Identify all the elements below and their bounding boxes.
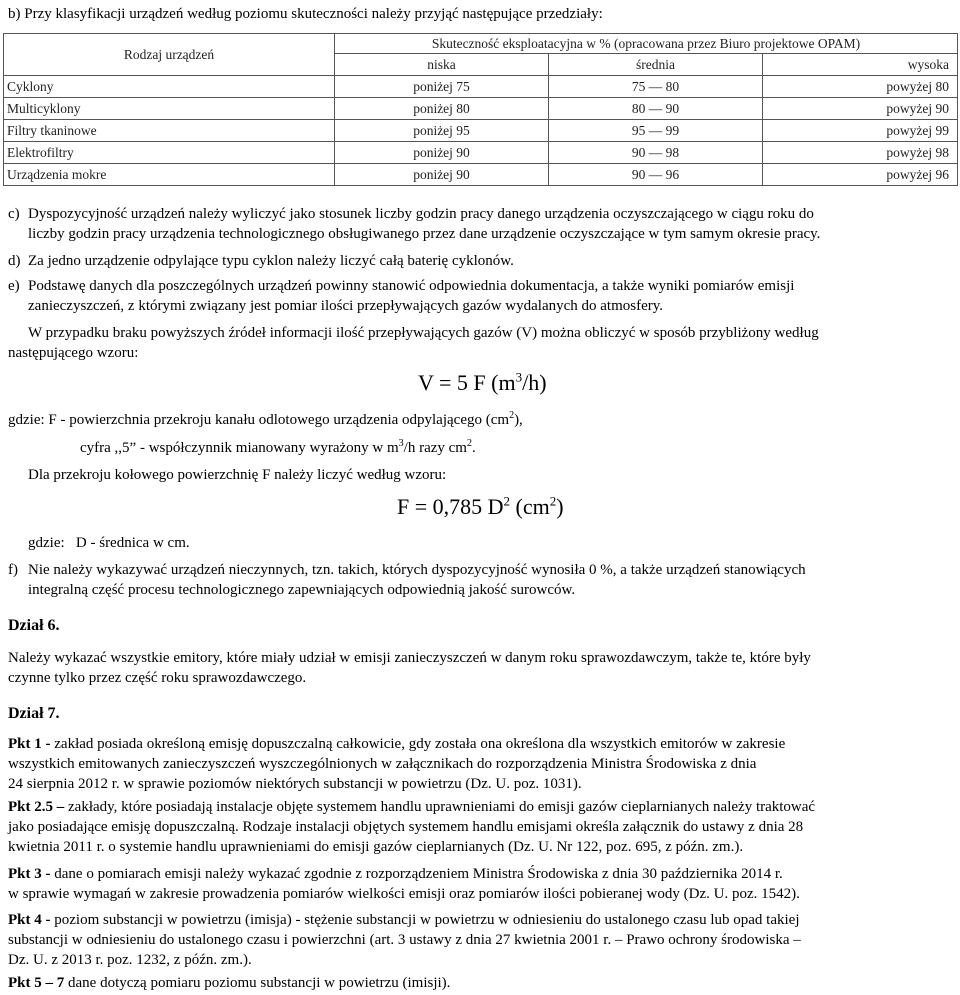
section-f-label: f) [8, 562, 18, 578]
section-f-line1: Nie należy wykazywać urządzeń nieczynnych, tzn. takich, których dyspozycyjność wynosiła 0 %, a także urządzeń stanowiących [28, 562, 806, 578]
section-e-p2-line2: następującego wzoru: [8, 345, 139, 361]
device-name: Elektrofiltry [4, 142, 335, 164]
high-value: powyżej 96 [763, 164, 958, 186]
section-e-line2: zanieczyszczeń, z którymi związany jest pomiar ilości przepływających gazów wydalanych do atmosfery. [28, 298, 664, 314]
section-e-label: e) [8, 278, 20, 294]
section-c-line1: Dyspozycyjność urządzeń należy wyliczyć jako stosunek liczby godzin pracy danego urządzenia oczyszczającego w ciągu roku do [28, 206, 814, 222]
where-line3: gdzie: D - średnica w cm. [28, 535, 190, 551]
pkt3-label: Pkt 3 - [8, 866, 51, 882]
where-line1 [8, 410, 523, 430]
pkt25-line3: kwietnia 2011 r. o systemie handlu uprawnieniami do emisji gazów cieplarnianych (Dz. U. Nr 122, poz. 695, z późn. zm.). [8, 839, 744, 855]
formula-volume [418, 370, 547, 396]
high-value: powyżej 98 [763, 142, 958, 164]
section-d-label: d) [8, 253, 21, 269]
pkt4-line1: poziom substancji w powietrzu (imisja) - stężenie substancji w powietrzu w odniesieniu do ustalonego czasu lub opad takiej [50, 912, 800, 928]
where-prefix: gdzie: [8, 412, 45, 428]
table-row [4, 164, 958, 186]
section-e-p2-line1: W przypadku braku powyższych źródeł informacji ilość przepływających gazów (V) można obliczyć w sposób przybliżony według [28, 325, 819, 341]
where-f-tail: ), [514, 412, 523, 428]
device-name: Filtry tkaninowe [4, 120, 335, 142]
dzial6-line2: czynne tylko przez część roku sprawozdawczego. [8, 670, 307, 686]
device-name: Multicyklony [4, 98, 335, 120]
formula-area-mid: (cm [510, 494, 550, 519]
device-type-header: Rodzaj urządzeń [4, 34, 335, 76]
low-value: poniżej 90 [335, 164, 549, 186]
section-e-line1: Podstawę danych dla poszczególnych urządzeń powinny stanowić odpowiednia dokumentacja, a także wyniki pomiarów emisji [28, 278, 795, 294]
table-row [4, 120, 958, 142]
pkt25-line2: jako posiadające emisję dopuszczalną. Rodzaje instalacji objętych systemem handlu emisjami określa załącznik do ustawy z dnia 28 [8, 819, 804, 835]
medium-value: 75 — 80 [549, 76, 763, 98]
pkt1-line1: zakład posiada określoną emisję dopuszczalną całkowicie, gdy została ona określona dla wszystkich emitorów w zakresie [50, 736, 786, 752]
where-line2 [80, 438, 476, 458]
pkt1-line2: wszystkich emitowanych zanieczyszczeń wyszczególnionych w załącznikach do rozporządzenia Ministra Środowiska z dnia [8, 756, 757, 772]
pkt25-paragraph [8, 797, 953, 857]
table-row [4, 142, 958, 164]
section-f-line2: integralną część procesu technologicznego zapewniających odpowiednią jakość surowców. [28, 582, 576, 598]
formula-area-tail: ) [556, 494, 564, 519]
dzial7-heading: Dział 7. [8, 705, 60, 722]
pkt4-label: Pkt 4 - [8, 912, 51, 928]
where-coef-mid: /h razy cm [403, 440, 467, 456]
section-c [8, 204, 953, 244]
level-high-header: wysoka [763, 54, 958, 76]
low-value: poniżej 80 [335, 98, 549, 120]
circle-text: Dla przekroju kołowego powierzchnię F należy liczyć według wzoru: [28, 467, 447, 483]
level-medium-header: średnia [549, 54, 763, 76]
section-c-label: c) [8, 206, 20, 222]
formula-area-sup2: 2 [549, 493, 557, 509]
pkt3-line2: w sprawie wymagań w zakresie prowadzenia pomiarów wielkości emisji oraz pomiarów ilości pobieranej wody (Dz. U. poz. 1542). [8, 886, 800, 902]
high-value: powyżej 90 [763, 98, 958, 120]
pkt25-line1: zakłady, które posiadają instalacje objęte systemem handlu uprawnieniami do emisji gazów cieplarnianych należy traktować [64, 799, 816, 815]
efficiency-header: Skuteczność eksploatacyjna w % (opracowana przez Biuro projektowe OPAM) [335, 34, 958, 54]
pkt4-line2: substancji w odniesieniu do ustalonego czasu i powierzchni (art. 3 ustawy z dnia 27 kwietnia 2001 r. – Prawo ochrony środowiska – [8, 932, 801, 948]
high-value: powyżej 80 [763, 76, 958, 98]
pkt57-label: Pkt 5 – 7 [8, 975, 65, 991]
formula-volume-tail: /h) [522, 370, 547, 395]
level-low-header: niska [335, 54, 549, 76]
section-c-line2: liczby godzin pracy urządzenia technologicznego obsługiwanego przez dane urządzenie oczyszczające w tym samym okresie pracy. [28, 226, 821, 242]
section-d-text: Za jedno urządzenie odpylające typu cyklon należy liczyć całą baterię cyklonów. [28, 253, 514, 269]
where-coef-sup2: 2 [466, 438, 472, 449]
section-e [8, 276, 953, 316]
medium-value: 90 — 96 [549, 164, 763, 186]
where-coef-tail: . [471, 440, 476, 456]
medium-value: 90 — 98 [549, 142, 763, 164]
low-value: poniżej 90 [335, 142, 549, 164]
efficiency-table [3, 33, 958, 186]
where-f-text: F - powierzchnia przekroju kanału odlotowego urządzenia odpylającego (cm [48, 412, 510, 428]
pkt25-label: Pkt 2.5 – [8, 799, 65, 815]
section-b-text: b) Przy klasyfikacji urządzeń według poziomu skuteczności należy przyjąć następujące przedziały: [8, 6, 603, 22]
table-row [4, 98, 958, 120]
dzial6-heading: Dział 6. [8, 617, 60, 634]
pkt3-line1: dane o pomiarach emisji należy wykazać zgodnie z rozporządzeniem Ministra Środowiska z dnia 30 października 2014 r. [50, 866, 783, 882]
pkt1-paragraph [8, 734, 953, 794]
section-d [8, 251, 953, 271]
section-f [8, 560, 953, 600]
formula-volume-main: V = 5 F (m [418, 370, 516, 395]
device-name: Urządzenia mokre [4, 164, 335, 186]
medium-value: 95 — 99 [549, 120, 763, 142]
table-row [4, 76, 958, 98]
where-coef-text: cyfra ,,5” - współczynnik mianowany wyrażony w m [80, 440, 399, 456]
pkt57-text: dane dotyczą pomiaru poziomu substancji w powietrzu (imisji). [64, 975, 451, 991]
section-e-paragraph2 [8, 323, 953, 363]
where-f-sup: 2 [509, 410, 515, 421]
pkt1-line3: 24 sierpnia 2012 r. w sprawie poziomów niektórych substancji w powietrzu (Dz. U. poz. 1031). [8, 776, 582, 792]
device-name: Cyklony [4, 76, 335, 98]
where-coef-sup: 3 [398, 438, 404, 449]
low-value: poniżej 75 [335, 76, 549, 98]
pkt4-line3: Dz. U. z 2013 r. poz. 1232, z późn. zm.). [8, 952, 252, 968]
dzial6-paragraph [8, 648, 953, 688]
pkt4-paragraph [8, 910, 953, 970]
formula-volume-sup: 3 [515, 369, 523, 385]
high-value: powyżej 99 [763, 120, 958, 142]
formula-area-main: F = 0,785 D [397, 494, 504, 519]
low-value: poniżej 95 [335, 120, 549, 142]
pkt3-paragraph [8, 864, 953, 904]
formula-area [397, 494, 564, 520]
pkt57-paragraph [8, 973, 953, 993]
formula-area-sup: 2 [503, 493, 511, 509]
medium-value: 80 — 90 [549, 98, 763, 120]
dzial6-line1: Należy wykazać wszystkie emitory, które miały udział w emisji zanieczyszczeń w danym roku sprawozdawczym, także te, które były [8, 650, 811, 666]
pkt1-label: Pkt 1 - [8, 736, 51, 752]
